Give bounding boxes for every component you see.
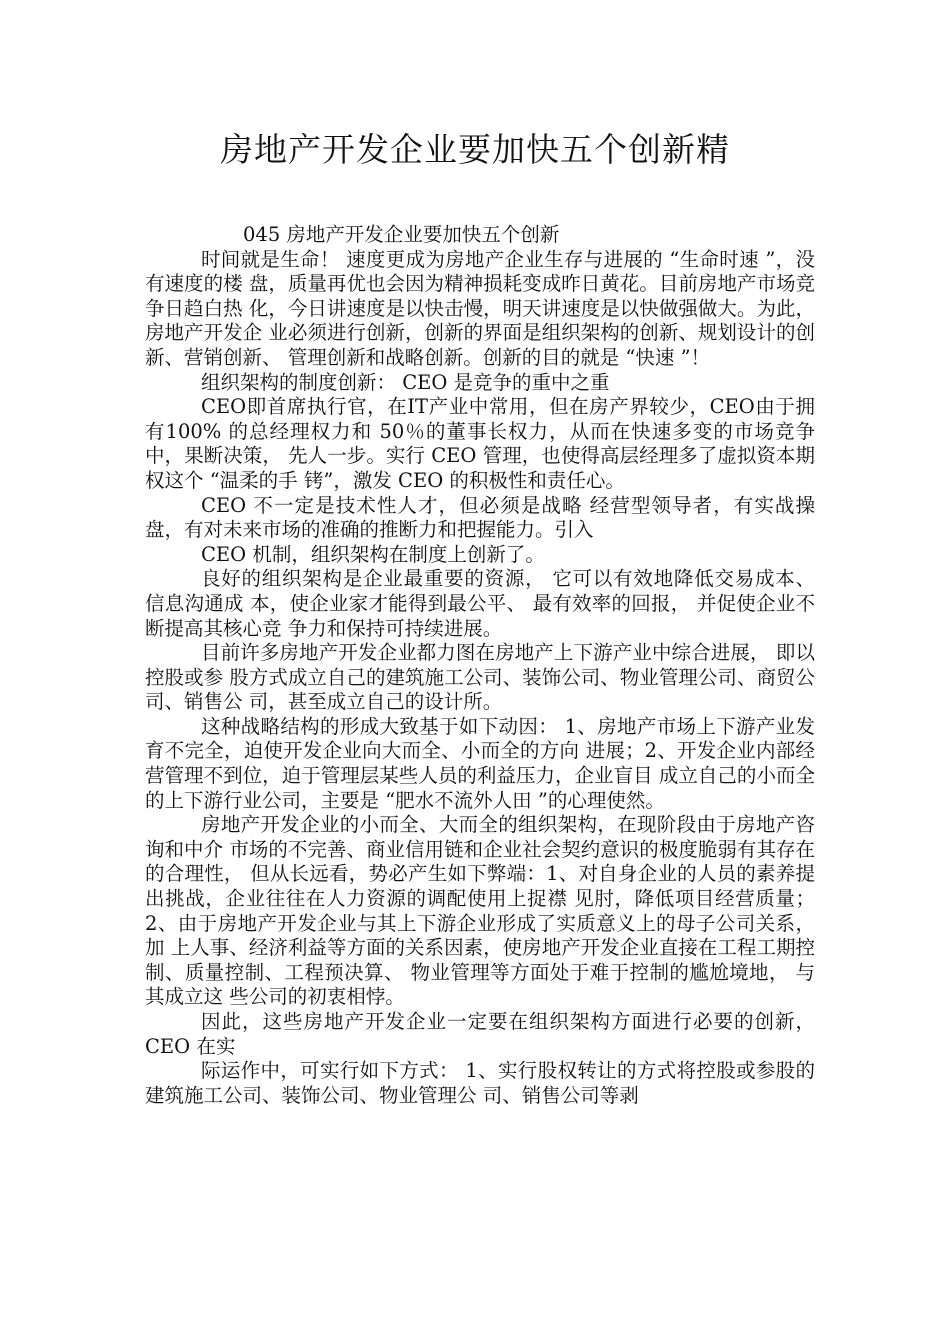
document-title: 房地产开发企业要加快五个创新精 <box>220 130 730 169</box>
document-subtitle: 045 房地产开发企业要加快五个创新 <box>243 223 560 246</box>
paragraph: CEO 机制，组织架构在制度上创新了。 <box>201 542 545 566</box>
section-heading: 组织架构的制度创新： CEO 是竞争的重中之重 <box>201 370 610 394</box>
paragraph: 这种战略结构的形成大致基于如下动因： 1、房地产市场上下游产业发育不完全，迫使开发企业向大而全、小而全的方向 进展；2、开发企业内部经营管理不到位，迫于管理层某些人员的利益压力，企业盲目 成立自己的小而全的上下游行业公司，主要是 “肥水不流外人田 ”的心理使然。 <box>145 714 815 812</box>
paragraph: CEO 不一定是技术性人才，但必须是战略 经营型领导者，有实战操盘，有对未来市场的准确的推断力和把握能力。引入 <box>145 493 815 542</box>
paragraph: 际运作中，可实行如下方式： 1、实行股权转让的方式将控股或参股的建筑施工公司、装饰公司、物业管理公 司、销售公司等剥 <box>145 1059 815 1107</box>
paragraph: 房地产开发企业的小而全、大而全的组织架构，在现阶段由于房地产咨询和中介 市场的不完善、商业信用链和企业社会契约意识的极度脆弱有其存在的合理性， 但从长远看，势必产生如下弊端：1、对自身企业的人员的素养提出挑战，企业往往在人力资源的调配使用上捉襟 见肘，降低项目经营质量； 2、由于房地产开发企业与其上下游企业形成了实质意义上的母子公司关系，加 上人事、经济利益等方面的关系因素，使房地产开发企业直接在工程工期控制、质量控制、工程预决算、 物业管理等方面处于难于控制的尴尬境地， 与其成立这 些公司的初衷相悖。 <box>145 813 815 1009</box>
document-body <box>145 223 815 1108</box>
paragraph: 时间就是生命！ 速度更成为房地产企业生存与进展的 “生命时速 ”，没有速度的楼 盘，质量再优也会因为精神损耗变成昨日黄花。目前房地产市场竞争日趋白热 化，今日讲速度是以快击慢，明天讲速度是以快做强做大。为此，房地产开发企 业必须进行创新，创新的界面是组织架构的创新、规划设计的创新、营销创新、 管理创新和战略创新。创新的目的就是 “快速 ”！ <box>145 247 815 369</box>
paragraph: 因此，这些房地产开发企业一定要在组织架构方面进行必要的创新， CEO 在实 <box>145 1010 815 1058</box>
paragraph: CEO即首席执行官，在IT产业中常用，但在房产界较少，CEO由于拥有100% 的总经理权力和 50％的董事长权力，从而在快速多变的市场竞争中，果断决策， 先人一步。实行 CEO 管理，也使得高层经理多了虚拟资本期权这个 “温柔的手 铐”，激发 CEO 的积极性和责任心。 <box>145 395 815 492</box>
paragraph: 良好的组织架构是企业最重要的资源， 它可以有效地降低交易成本、 信息沟通成 本，使企业家才能得到最公平、 最有效率的回报， 并促使企业不断提高其核心竞 争力和保持可持续进展。 <box>145 567 815 640</box>
paragraph: 目前许多房地产开发企业都力图在房地产上下游产业中综合进展， 即以控股或参 股方式成立自己的建筑施工公司、装饰公司、物业管理公司、商贸公司、销售公 司，甚至成立自己的设计所。 <box>145 641 815 714</box>
